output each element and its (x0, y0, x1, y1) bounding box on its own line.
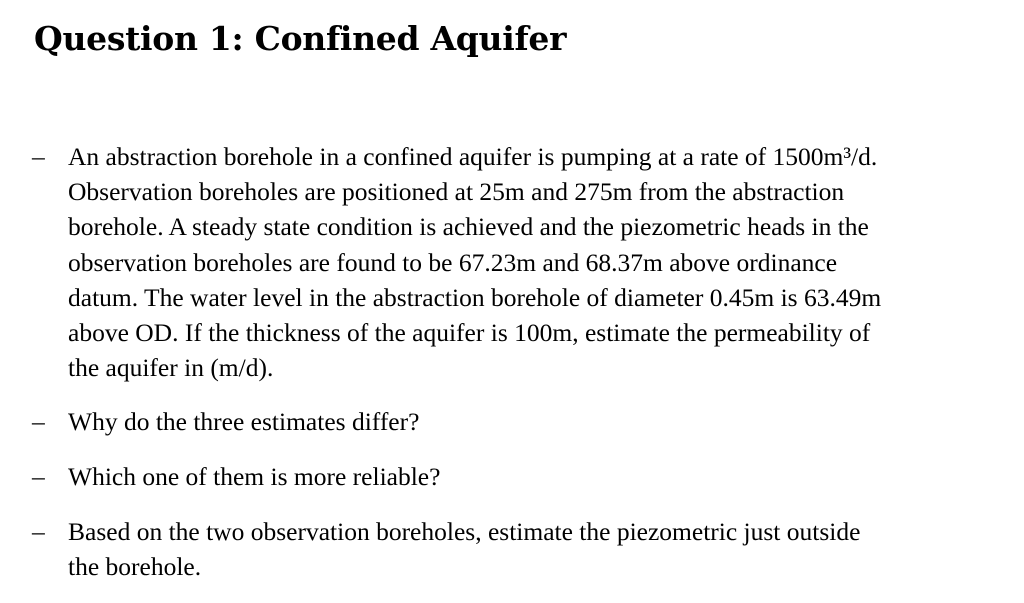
list-item-text: Based on the two observation boreholes, estimate the piezometric just outside the borehole. (68, 517, 861, 582)
dash-bullet: – (32, 462, 45, 491)
dash-bullet: – (32, 407, 45, 436)
dash-bullet: – (32, 142, 45, 171)
list-item-text: An abstraction borehole in a confined aquifer is pumping at a rate of 1500m³/d. Observation boreholes are positioned at 25m and 275m from the abstraction borehole. A steady state condition is achieved and the piezometric heads in the observation boreholes are found to be 67.23m and 68.37m above ordinance datum. The water level in the abstraction borehole of diameter 0.45m is 63.49m above OD. If the thickness of the aquifer is 100m, estimate the permeability of the aquifer in (m/d). (68, 142, 882, 383)
dash-bullet: – (32, 517, 45, 546)
page-title: Question 1: Confined Aquifer (34, 19, 567, 58)
list-item-text: Which one of them is more reliable? (68, 462, 441, 491)
list-item-text: Why do the three estimates differ? (68, 407, 420, 436)
